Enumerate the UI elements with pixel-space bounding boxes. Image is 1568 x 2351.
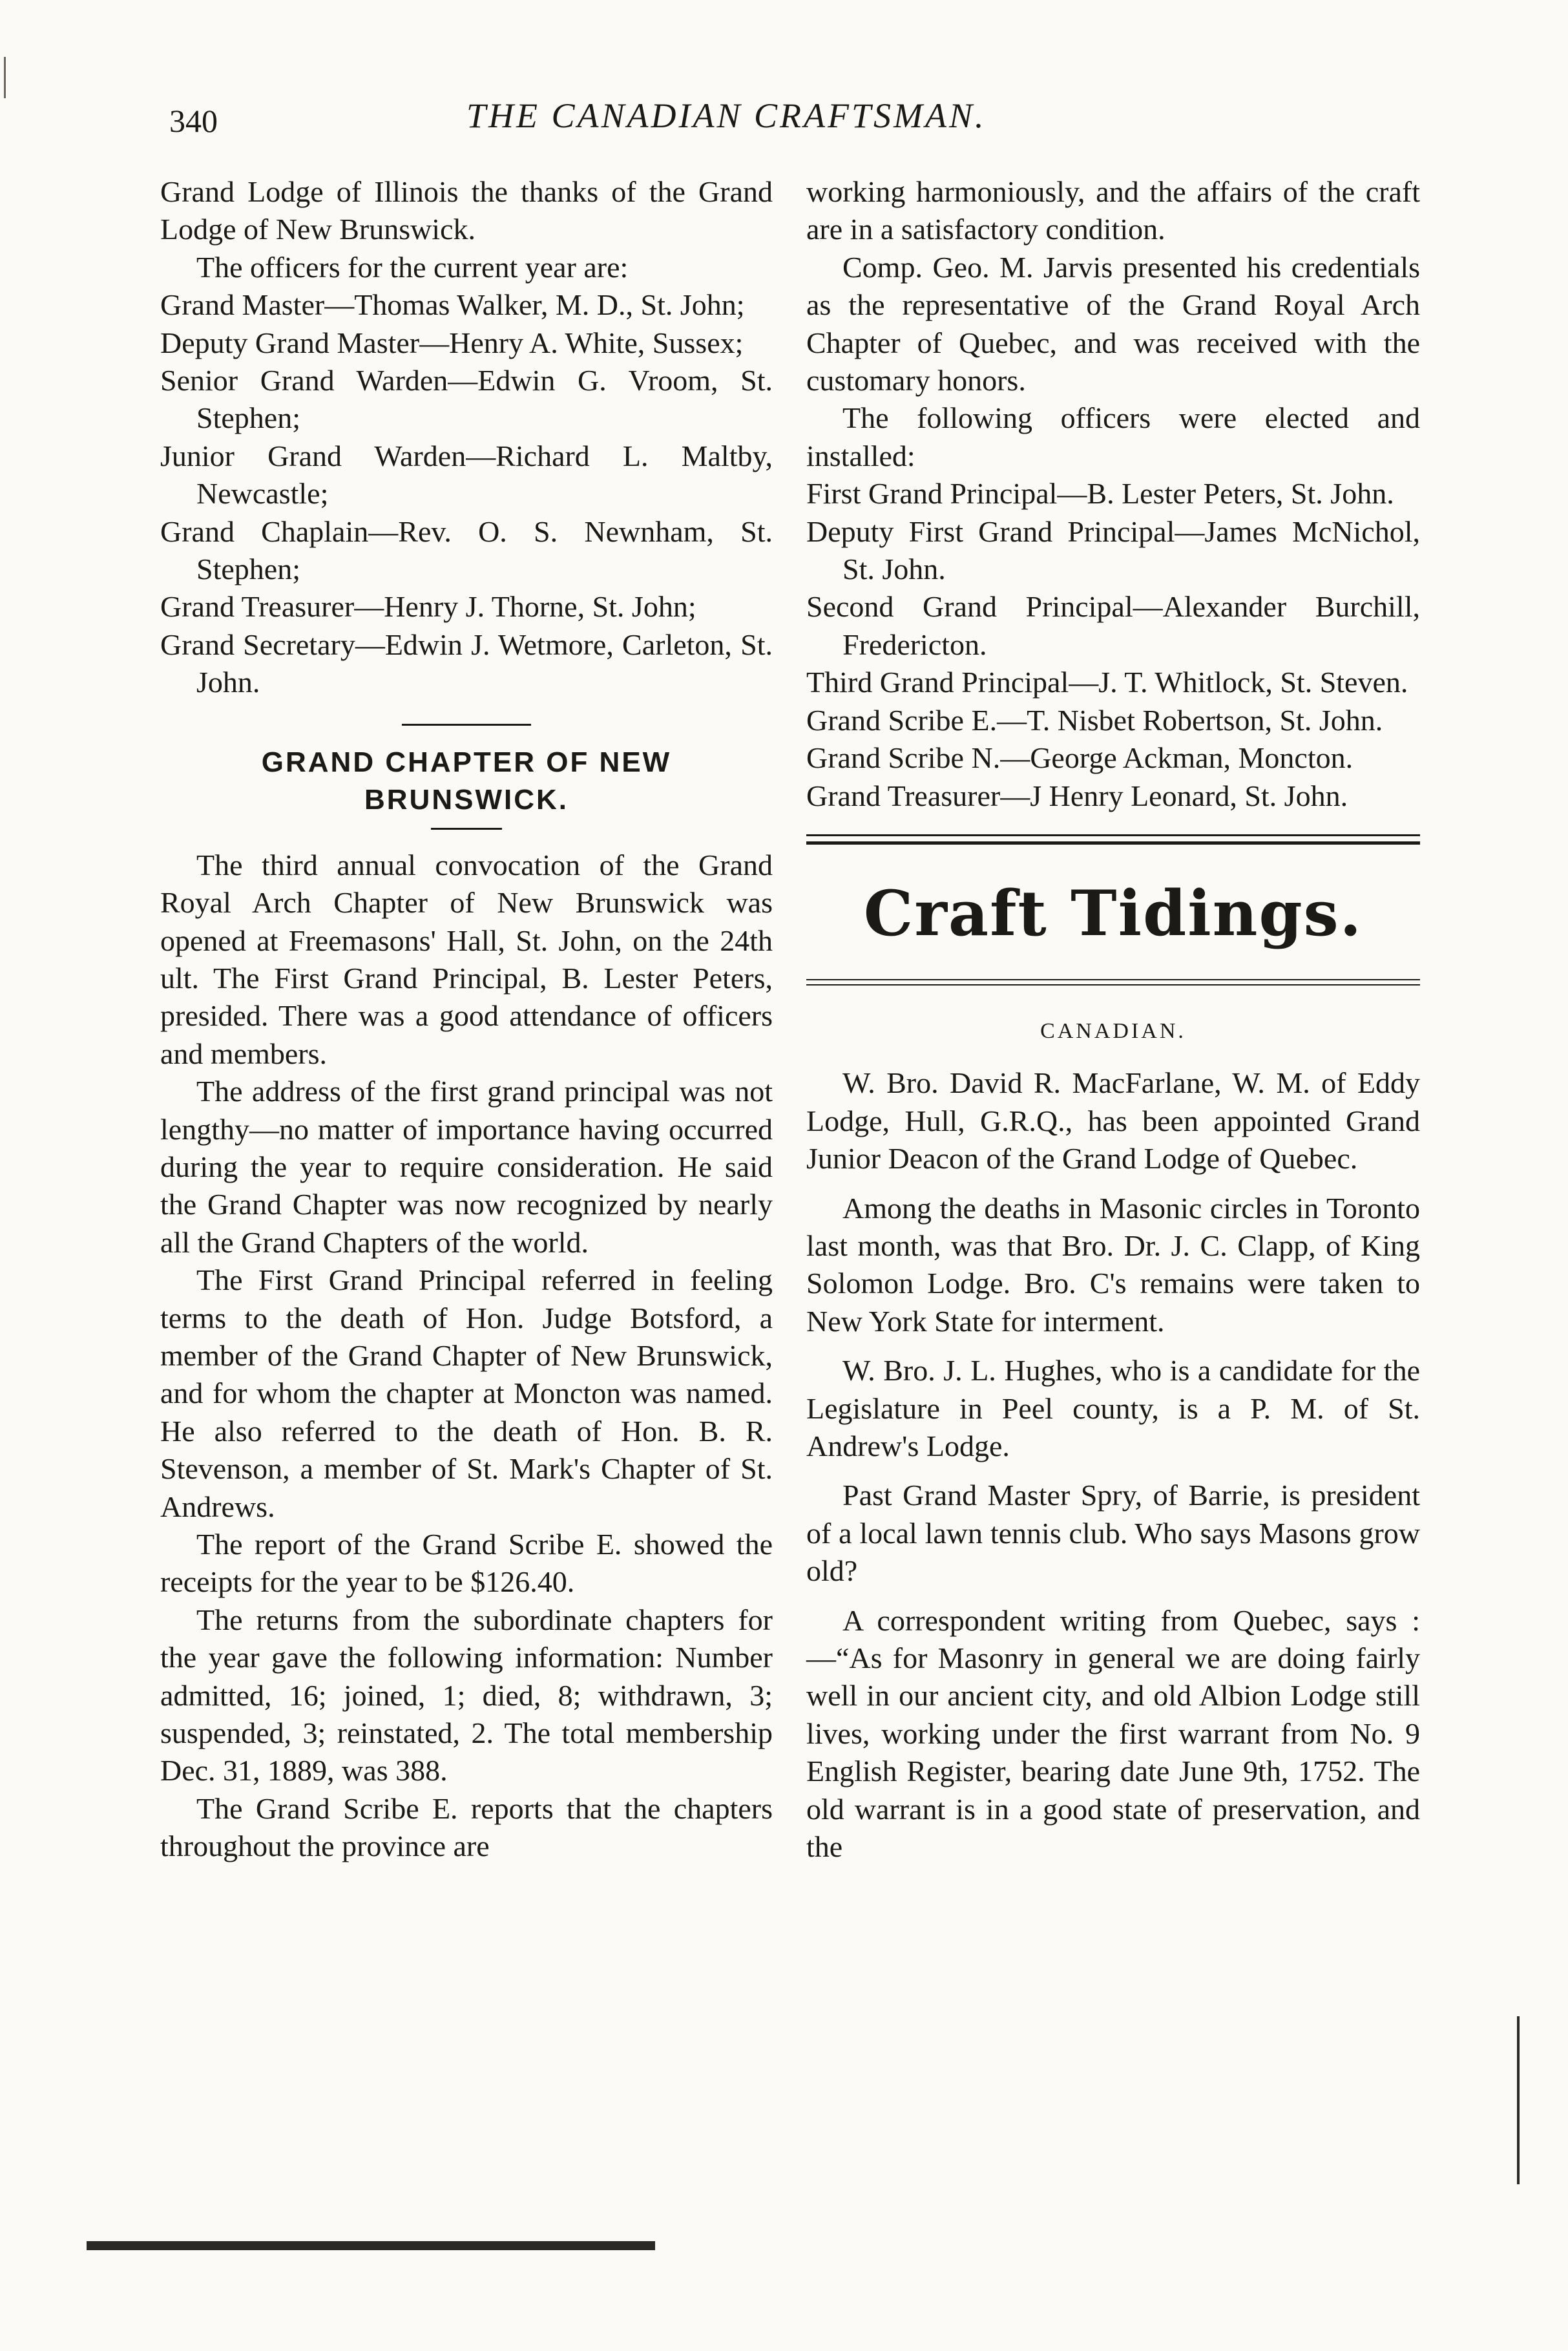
- paragraph: The report of the Grand Scribe E. showed the receipts for the year to be $126.40.: [160, 1528, 773, 1599]
- paragraph: W. Bro. David R. MacFarlane, W. M. of Eddy Lodge, Hull, G.R.Q., has been appointed Grand Junior Deacon of the Grand Lodge of Quebec.: [806, 1066, 1420, 1176]
- craft-tidings-title: Craft Tidings.: [863, 876, 1363, 950]
- scan-bottom-bar: [87, 2241, 655, 2250]
- page-number: 340: [169, 103, 218, 139]
- subhead-canadian: CANADIAN.: [1040, 1018, 1186, 1043]
- section-divider: [402, 724, 531, 726]
- paragraph: A correspondent writing from Quebec, says :—“As for Masonry in general we are doing fairly well in our ancient city, and old Albion Lodge still lives, working under the first warrant from No. 9 English Register, bearing date June 9th, 1752. The old warrant is in a good state of preservation, and the: [806, 1603, 1420, 1864]
- paragraph: The First Grand Principal referred in feeling terms to the death of Hon. Judge Botsford, a member of the Grand Chapter of New Brunswick, and for whom the chapter at Moncton was named. He also referred to the death of Hon. B. R. Stevenson, a member of St. Mark's Chapter of St. Andrews.: [160, 1263, 773, 1523]
- intro-continuation: Grand Lodge of Illinois the thanks of the Grand Lodge of New Brunswick.: [160, 175, 773, 246]
- paragraph: W. Bro. J. L. Hughes, who is a candidate for the Legislature in Peel county, is a P. M. of St. Andrew's Lodge.: [806, 1354, 1420, 1462]
- officer-entry: Junior Grand Warden—Richard L. Maltby, Newcastle;: [160, 439, 773, 511]
- officer-entry: Grand Treasurer—J Henry Leonard, St. John.: [806, 779, 1348, 812]
- officers-intro: The officers for the current year are:: [196, 250, 629, 284]
- paragraph-continuation: working harmoniously, and the affairs of the craft are in a satisfactory condition.: [806, 175, 1420, 246]
- scan-margin-bar: [1517, 2016, 1520, 2184]
- scan-edge-mark: [4, 57, 6, 98]
- officer-entry: Deputy Grand Master—Henry A. White, Sussex;: [160, 326, 744, 359]
- officer-entry: Deputy First Grand Principal—James McNichol, St. John.: [806, 514, 1420, 586]
- right-column: [806, 173, 1420, 1866]
- section-title: GRAND CHAPTER OF NEW BRUNSWICK.: [261, 746, 672, 816]
- officer-entry: Grand Chaplain—Rev. O. S. Newnham, St. Stephen;: [160, 514, 773, 586]
- paragraph: The address of the first grand principal was not lengthy—no matter of importance having occurred during the year to require consideration. He said the Grand Chapter was now recognized by nearly all the Grand Chapters of the world.: [160, 1075, 773, 1259]
- running-head: THE CANADIAN CRAFTSMAN.: [466, 96, 987, 135]
- officer-entry: Grand Scribe E.—T. Nisbet Robertson, St. John.: [806, 703, 1383, 737]
- left-column: [160, 173, 773, 1866]
- elected-intro: The following officers were elected and installed:: [806, 401, 1420, 472]
- officer-entry: Grand Scribe N.—George Ackman, Moncton.: [806, 741, 1354, 775]
- paragraph: The third annual convocation of the Grand Royal Arch Chapter of New Brunswick was opened at Freemasons' Hall, St. John, on the 24th ult. The First Grand Principal, B. Lester Peters, presided. There was a good attendance of officers and members.: [160, 848, 773, 1070]
- heavy-divider: [806, 834, 1420, 845]
- officer-entry: Grand Master—Thomas Walker, M. D., St. John;: [160, 288, 745, 322]
- paragraph: The Grand Scribe E. reports that the chapters throughout the province are: [160, 1791, 773, 1863]
- paragraph: Among the deaths in Masonic circles in Toronto last month, was that Bro. Dr. J. C. Clapp, of King Solomon Lodge. Bro. C's remains were taken to New York State for interment.: [806, 1191, 1420, 1338]
- officer-entry: Third Grand Principal—J. T. Whitlock, St. Steven.: [806, 666, 1408, 699]
- paragraph: The returns from the subordinate chapters for the year gave the following information: Number admitted, 16; joined, 1; died, 8; withdrawn, 3; suspended, 3; reinstated, 2. The total membership Dec. 31, 1889, was 388.: [160, 1603, 773, 1787]
- officer-entry: First Grand Principal—B. Lester Peters, St. John.: [806, 477, 1394, 511]
- officer-entry: Grand Secretary—Edwin J. Wetmore, Carleton, St. John.: [160, 627, 773, 699]
- double-divider: [806, 979, 1420, 986]
- title-underline: [431, 828, 502, 830]
- paragraph: Past Grand Master Spry, of Barrie, is president of a local lawn tennis club. Who says Masons grow old?: [806, 1479, 1420, 1588]
- officer-entry: Grand Treasurer—Henry J. Thorne, St. John;: [160, 590, 696, 624]
- officer-entry: Second Grand Principal—Alexander Burchill, Fredericton.: [806, 590, 1420, 661]
- officer-entry: Senior Grand Warden—Edwin G. Vroom, St. Stephen;: [160, 364, 773, 435]
- paragraph: Comp. Geo. M. Jarvis presented his credentials as the representative of the Grand Royal Arch Chapter of Quebec, and was received with the customary honors.: [806, 250, 1420, 397]
